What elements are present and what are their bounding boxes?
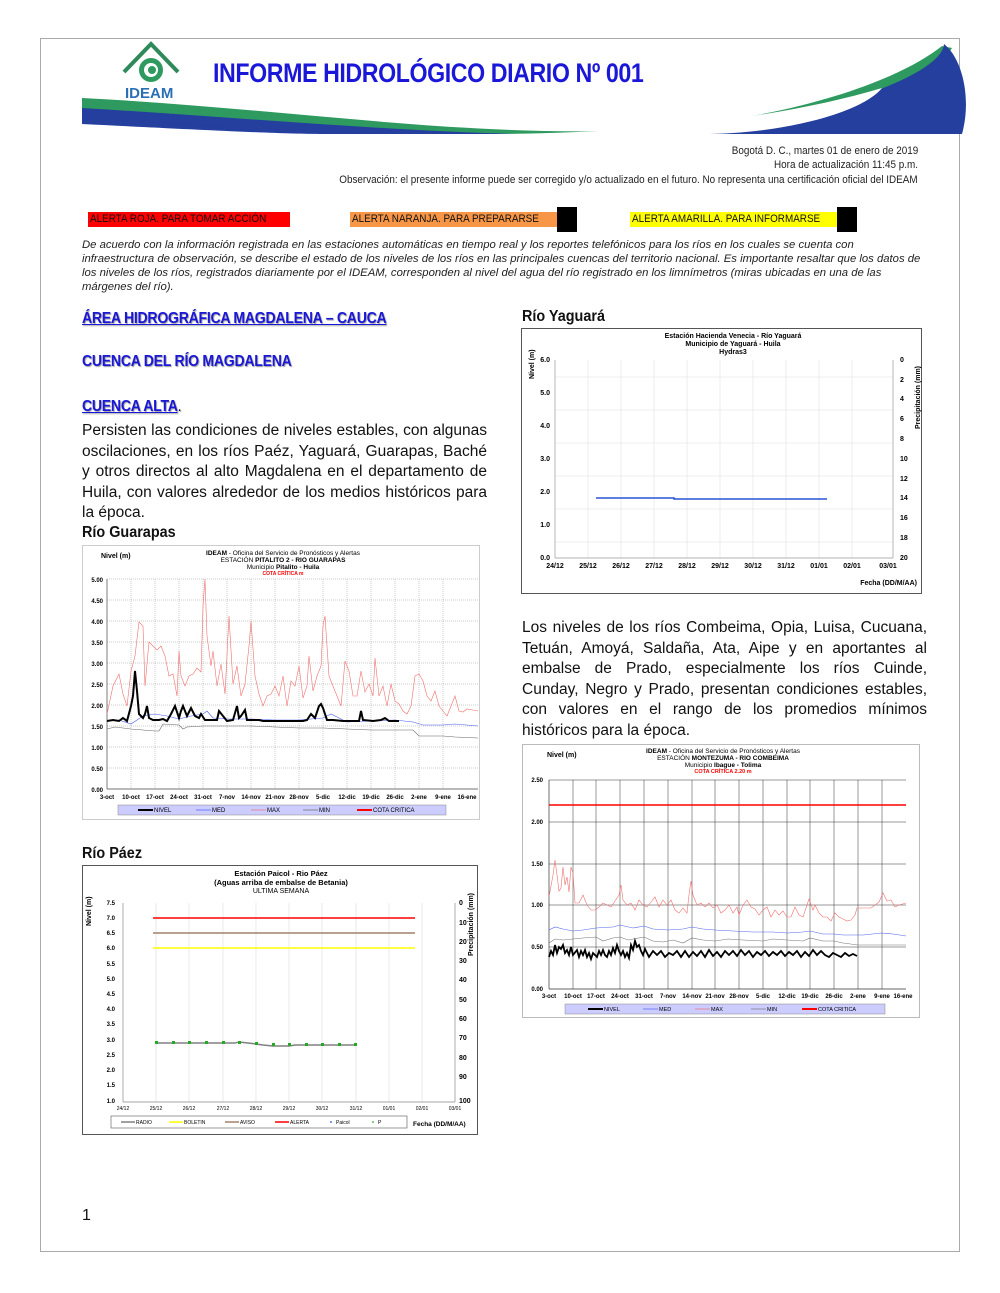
update-time: Hora de actualización 11:45 p.m. — [774, 159, 918, 171]
svg-text:7-nov: 7-nov — [659, 994, 677, 1000]
svg-text:80: 80 — [459, 1055, 467, 1062]
svg-text:0.50: 0.50 — [91, 767, 103, 773]
svg-text:0.00: 0.00 — [531, 987, 543, 993]
svg-text:Precipitación (mm): Precipitación (mm) — [915, 365, 922, 429]
svg-text:16: 16 — [900, 515, 908, 522]
svg-text:26/12: 26/12 — [182, 1106, 196, 1112]
date-line: Bogotá D. C., martes 01 de enero de 2019 — [731, 145, 918, 157]
svg-text:100: 100 — [459, 1098, 471, 1105]
svg-text:AVISO: AVISO — [240, 1120, 255, 1126]
svg-text:1.0: 1.0 — [106, 1099, 115, 1105]
svg-text:20: 20 — [900, 555, 908, 562]
svg-text:Precipitación (mm): Precipitación (mm) — [468, 892, 475, 956]
svg-text:2.50: 2.50 — [531, 778, 543, 784]
svg-text:ESTACIÓN PITALITO 2 - RIO GUAR: ESTACIÓN PITALITO 2 - RIO GUARAPAS — [220, 557, 346, 564]
svg-text:ALERTA: ALERTA — [290, 1120, 309, 1126]
svg-text:17-oct: 17-oct — [587, 994, 605, 1000]
svg-text:5.5: 5.5 — [106, 962, 115, 968]
svg-text:17-oct: 17-oct — [146, 795, 164, 801]
combeima-chart-svg — [523, 745, 921, 1019]
svg-text:2: 2 — [900, 377, 904, 384]
alert-yellow-badge: ALERTA AMARILLA. PARA INFORMARSE — [630, 212, 842, 227]
paez-chart-svg — [83, 866, 479, 1136]
svg-text:21-nov: 21-nov — [265, 795, 285, 801]
svg-text:IDEAM - Oficina del Servicio d: IDEAM - Oficina del Servicio de Pronósticos y Alertas — [206, 550, 360, 557]
svg-text:4.5: 4.5 — [106, 992, 115, 998]
svg-text:30/12: 30/12 — [744, 563, 762, 570]
svg-text:6.5: 6.5 — [106, 931, 115, 937]
svg-text:10-oct: 10-oct — [122, 795, 140, 801]
svg-text:Municipio Ibague - Tolima: Municipio Ibague - Tolima — [684, 762, 762, 769]
svg-text:Fecha (DD/M/AA): Fecha (DD/M/AA) — [860, 580, 917, 587]
svg-text:0.00: 0.00 — [91, 788, 103, 794]
svg-text:18: 18 — [900, 535, 908, 542]
svg-text:2-ene: 2-ene — [850, 994, 866, 1000]
paez-chart — [82, 865, 478, 1135]
page-title: INFORME HIDROLÓGICO DIARIO Nº 001 — [213, 58, 644, 88]
svg-text:BOLETIN: BOLETIN — [184, 1120, 206, 1126]
svg-text:10: 10 — [459, 920, 467, 927]
svg-text:1.0: 1.0 — [540, 522, 550, 529]
intro-paragraph: De acuerdo con la información registrada en las estaciones automáticas en tiempo real y los reportes telefónicos para los ríos en los cuales se cuenta con infraestructura de observación, se describe el estado de los niveles de los ríos en las principales cuencas del territorio nacional. Es importante resaltar que los datos de los niveles de los ríos, registrados diariamente por el IDEAM, corresponden al nivel del agua del río registrado en los limnímetros (miras ubicadas en una de las márgenes del río). — [82, 239, 921, 293]
svg-text:1.5: 1.5 — [106, 1083, 115, 1089]
ideam-logo-icon — [120, 40, 182, 90]
svg-text:ESTACIÓN MONTEZUMA - RIO COMB: ESTACIÓN MONTEZUMA - RIO COMBEIMA — [657, 755, 789, 762]
svg-text:Hydras3: Hydras3 — [719, 349, 747, 356]
svg-text:01/01: 01/01 — [810, 563, 828, 570]
svg-text:3-oct: 3-oct — [541, 994, 557, 1000]
redaction-box — [557, 207, 577, 232]
svg-text:Municipio de Yaguará - Huila: Municipio de Yaguará - Huila — [685, 341, 781, 348]
svg-text:Paicol: Paicol — [336, 1120, 350, 1126]
svg-text:5.0: 5.0 — [106, 977, 115, 983]
svg-text:Estación Hacienda Venecia - Rí: Estación Hacienda Venecia - Río Yaguará — [664, 333, 802, 340]
svg-text:10-oct: 10-oct — [564, 994, 582, 1000]
svg-text:2.50: 2.50 — [91, 683, 103, 689]
svg-text:7.5: 7.5 — [106, 901, 115, 907]
svg-text:70: 70 — [459, 1035, 467, 1042]
svg-text:3-oct: 3-oct — [99, 795, 115, 801]
svg-text:24-oct: 24-oct — [170, 795, 188, 801]
svg-text:26-dic: 26-dic — [386, 795, 404, 801]
svg-text:4.50: 4.50 — [91, 599, 103, 605]
svg-text:24-oct: 24-oct — [611, 994, 629, 1000]
svg-text:40: 40 — [459, 977, 467, 984]
svg-text:NIVEL: NIVEL — [604, 1007, 620, 1013]
observation-note: Observación: el presente informe puede ser corregido y/o actualizado en el futuro. No representa una certificación oficial del IDEAM — [339, 174, 918, 186]
svg-text:ULTIMA SEMANA: ULTIMA SEMANA — [252, 888, 310, 895]
svg-text:31-oct: 31-oct — [635, 994, 653, 1000]
svg-text:1.50: 1.50 — [91, 725, 103, 731]
section-subcuenca-heading: CUENCA ALTA. — [82, 398, 182, 415]
svg-text:01/01: 01/01 — [382, 1106, 396, 1112]
svg-text:12: 12 — [900, 476, 908, 483]
svg-text:2-ene: 2-ene — [411, 795, 427, 801]
svg-text:60: 60 — [459, 1016, 467, 1023]
svg-text:26/12: 26/12 — [612, 563, 630, 570]
alert-orange-badge: ALERTA NARANJA. PARA PREPARARSE — [350, 212, 562, 227]
river-guarapas-title: Río Guarapas — [82, 524, 176, 541]
svg-text:IDEAM - Oficina del Servicio d: IDEAM - Oficina del Servicio de Pronósticos y Alertas — [646, 748, 800, 755]
svg-text:10: 10 — [900, 456, 908, 463]
svg-text:02/01: 02/01 — [843, 563, 861, 570]
svg-text:Nivel (m): Nivel (m) — [86, 896, 93, 926]
svg-text:4.0: 4.0 — [106, 1007, 115, 1013]
svg-text:19-dic: 19-dic — [801, 994, 819, 1000]
svg-text:0.50: 0.50 — [531, 945, 543, 951]
redaction-box — [837, 207, 857, 232]
svg-text:14: 14 — [900, 495, 908, 502]
svg-text:5-dic: 5-dic — [315, 795, 331, 801]
svg-text:29/12: 29/12 — [711, 563, 729, 570]
svg-text:50: 50 — [459, 997, 467, 1004]
svg-text:21-nov: 21-nov — [705, 994, 725, 1000]
svg-text:6: 6 — [900, 416, 904, 423]
svg-text:25/12: 25/12 — [579, 563, 597, 570]
svg-text:0: 0 — [900, 357, 904, 364]
svg-text:14-nov: 14-nov — [241, 795, 261, 801]
svg-text:1.50: 1.50 — [531, 862, 543, 868]
svg-text:2.00: 2.00 — [91, 704, 103, 710]
svg-text:24/12: 24/12 — [546, 563, 564, 570]
svg-text:MED: MED — [212, 808, 226, 814]
svg-text:0: 0 — [459, 900, 463, 907]
svg-text:3.50: 3.50 — [91, 641, 103, 647]
svg-text:Fecha (DD/M/AA): Fecha (DD/M/AA) — [413, 1121, 466, 1128]
svg-text:30: 30 — [459, 958, 467, 965]
svg-text:Municipio Pitalito - Huila: Municipio Pitalito - Huila — [246, 564, 320, 571]
svg-text:31/12: 31/12 — [349, 1106, 363, 1112]
svg-text:MIN: MIN — [767, 1007, 778, 1013]
tolima-paragraph: Los niveles de los ríos Combeima, Opia, Luisa, Cucuana, Tetuán, Amoyá, Saldaña, Ata, Aipe y en aportantes al embalse de Prado, especialmente los ríos Cuinde, Cunday, Negro y Prado, presentan condiciones estables, con valores en el rango de los promedios mínimos históricos para la época. — [522, 619, 927, 739]
svg-text:MED: MED — [659, 1007, 672, 1013]
svg-text:2.5: 2.5 — [106, 1053, 115, 1059]
svg-text:7-nov: 7-nov — [218, 795, 236, 801]
river-yaguara-title: Río Yaguará — [522, 308, 605, 325]
svg-text:6.0: 6.0 — [540, 357, 550, 364]
svg-text:P: P — [378, 1120, 382, 1126]
section-cuenca-heading: CUENCA DEL RÍO MAGDALENA — [82, 353, 292, 370]
svg-text:03/01: 03/01 — [448, 1106, 462, 1112]
svg-text:12-dic: 12-dic — [778, 994, 796, 1000]
page-number: 1 — [82, 1207, 91, 1224]
svg-text:1.00: 1.00 — [531, 903, 543, 909]
svg-text:19-dic: 19-dic — [362, 795, 380, 801]
svg-text:COTA CRITICA: COTA CRITICA — [818, 1007, 857, 1013]
svg-text:2.0: 2.0 — [106, 1068, 115, 1074]
svg-text:31/12: 31/12 — [777, 563, 795, 570]
yaguara-chart-svg — [522, 329, 923, 595]
svg-text:26-dic: 26-dic — [825, 994, 843, 1000]
svg-text:3.0: 3.0 — [540, 456, 550, 463]
svg-text:MIN: MIN — [319, 808, 330, 814]
guarapas-chart — [82, 545, 480, 820]
logo-text: IDEAM — [125, 85, 174, 102]
svg-text:24/12: 24/12 — [116, 1106, 130, 1112]
svg-text:28/12: 28/12 — [249, 1106, 263, 1112]
svg-text:COTA CRÍTICA m: COTA CRÍTICA m — [262, 571, 304, 577]
svg-text:4.0: 4.0 — [540, 423, 550, 430]
svg-text:90: 90 — [459, 1074, 467, 1081]
cuenca-alta-paragraph: Persisten las condiciones de niveles estables, con algunas oscilaciones, en los ríos Paéz, Yaguará, Guarapas, Baché y otros directos al alto Magdalena en el departamento de Huila, con valores alrededor de los medios históricos para la época. — [82, 422, 487, 521]
alert-red-badge: ALERTA ROJA. PARA TOMAR ACCIÓN — [88, 212, 290, 227]
svg-text:MAX: MAX — [267, 808, 281, 814]
svg-text:30/12: 30/12 — [315, 1106, 329, 1112]
svg-text:3.0: 3.0 — [106, 1038, 115, 1044]
svg-text:0.0: 0.0 — [540, 555, 550, 562]
svg-text:27/12: 27/12 — [645, 563, 663, 570]
svg-text:5.0: 5.0 — [540, 390, 550, 397]
svg-text:27/12: 27/12 — [216, 1106, 230, 1112]
svg-text:2.0: 2.0 — [540, 489, 550, 496]
yaguara-chart — [521, 328, 922, 594]
svg-text:7.0: 7.0 — [106, 916, 115, 922]
svg-text:8: 8 — [900, 436, 904, 443]
svg-text:2.00: 2.00 — [531, 820, 543, 826]
svg-text:6.0: 6.0 — [106, 946, 115, 952]
svg-text:02/01: 02/01 — [415, 1106, 429, 1112]
svg-text:3.5: 3.5 — [106, 1022, 115, 1028]
svg-text:4.00: 4.00 — [91, 620, 103, 626]
svg-text:5-dic: 5-dic — [755, 994, 771, 1000]
guarapas-chart-svg — [83, 546, 481, 821]
svg-text:03/01: 03/01 — [879, 563, 897, 570]
svg-text:16-ene: 16-ene — [893, 994, 913, 1000]
svg-text:16-ene: 16-ene — [457, 795, 477, 801]
svg-text:29/12: 29/12 — [282, 1106, 296, 1112]
svg-text:3.00: 3.00 — [91, 662, 103, 668]
svg-text:(Aguas arriba de embalse de Be: (Aguas arriba de embalse de Betania) — [214, 878, 348, 887]
svg-text:NIVEL: NIVEL — [154, 808, 172, 814]
svg-text:COTA CRITICA: COTA CRITICA — [373, 808, 415, 814]
svg-text:Nivel (m): Nivel (m) — [101, 553, 131, 560]
svg-text:28/12: 28/12 — [678, 563, 696, 570]
svg-text:9-ene: 9-ene — [874, 994, 890, 1000]
svg-text:31-oct: 31-oct — [194, 795, 212, 801]
svg-text:COTA CRÍTICA 2.20 m: COTA CRÍTICA 2.20 m — [694, 769, 752, 775]
svg-text:9-ene: 9-ene — [435, 795, 451, 801]
svg-text:1.00: 1.00 — [91, 746, 103, 752]
svg-text:14-nov: 14-nov — [682, 994, 702, 1000]
section-area-heading: ÁREA HIDROGRÁFICA MAGDALENA – CAUCA — [82, 310, 387, 327]
svg-text:20: 20 — [459, 939, 467, 946]
river-paez-title: Río Páez — [82, 845, 143, 862]
svg-text:MAX: MAX — [711, 1007, 723, 1013]
svg-text:RADIO: RADIO — [136, 1120, 152, 1126]
combeima-chart — [522, 744, 920, 1018]
svg-text:5.00: 5.00 — [91, 578, 103, 584]
svg-text:12-dic: 12-dic — [338, 795, 356, 801]
svg-text:Estación Paicol - Rio Páez: Estación Paicol - Rio Páez — [234, 869, 328, 878]
svg-text:28-nov: 28-nov — [729, 994, 749, 1000]
svg-text:Nivel (m): Nivel (m) — [547, 752, 577, 759]
svg-text:25/12: 25/12 — [149, 1106, 163, 1112]
svg-text:28-nov: 28-nov — [289, 795, 309, 801]
subcuenca-label: CUENCA ALTA — [82, 398, 178, 415]
svg-text:4: 4 — [900, 396, 904, 403]
svg-text:Nivel (m): Nivel (m) — [529, 349, 536, 379]
